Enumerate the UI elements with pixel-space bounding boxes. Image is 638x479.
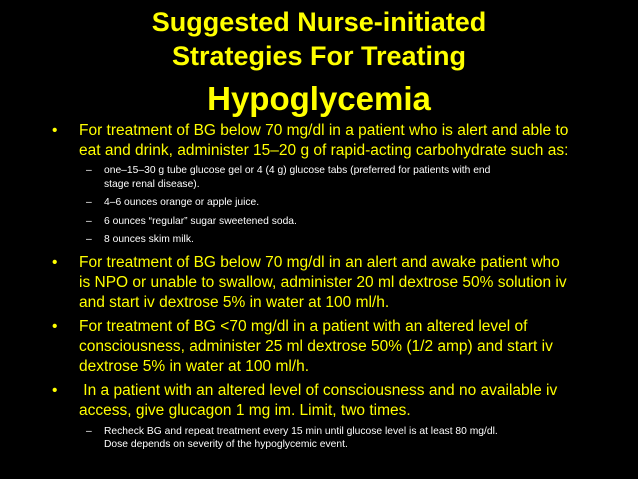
- sub-bullet-soda: [0, 215, 638, 229]
- highlighted-phrase: is NPO or unable to swallow: [79, 273, 272, 291]
- bullet-text-continued: , give glucagon 1 mg im. Limit, two times.: [127, 401, 411, 419]
- bullet-npo-patient: [0, 253, 638, 313]
- bullet-text: For treatment of BG below 70 mg/dl in an alert and awake patient who: [79, 253, 560, 271]
- bullet-text: [79, 273, 614, 293]
- bullet-text: and start iv dextrose 5% in water at 100 ml/h.: [79, 293, 390, 311]
- sub-bullet-text: stage renal disease).: [104, 178, 200, 190]
- slide-body: [0, 121, 638, 452]
- bullet-text: [79, 337, 614, 357]
- bullet-marker: •: [52, 381, 58, 399]
- sub-bullet-text: 6 ounces “regular” sugar sweetened soda.: [104, 215, 297, 227]
- bullet-text: In a patient with an altered level of consciousness and no available iv: [79, 381, 558, 399]
- sub-bullet-text: Recheck BG and repeat treatment every 15 min until glucose level is at least 80 mg/dl.: [104, 425, 498, 437]
- highlighted-phrase: access: [79, 401, 128, 419]
- sub-bullet-recheck: [0, 425, 638, 452]
- bullet-text: dextrose 5% in water at 100 ml/h.: [79, 357, 310, 375]
- bullet-text-continued: , administer 20 ml dextrose 50% solution iv: [271, 273, 567, 291]
- bullet-text: eat and drink, administer 15–20 g of rapid-acting carbohydrate such as:: [79, 142, 569, 159]
- sub-bullet-milk: [0, 233, 638, 247]
- bullet-marker: •: [52, 122, 58, 139]
- bullet-text: [79, 401, 614, 421]
- bullet-alert-patient: [0, 121, 638, 161]
- slide-title-line-2: Strategies For Treating: [171, 41, 467, 71]
- sub-bullet-marker: –: [86, 165, 92, 176]
- sub-bullet-marker: –: [86, 197, 92, 208]
- sub-bullet-glucose-gel: [0, 164, 638, 191]
- bullet-text: For treatment of BG <70 mg/dl in a patient with an altered level of: [79, 317, 528, 335]
- sub-bullet-text: 4–6 ounces orange or apple juice.: [104, 197, 260, 208]
- sub-bullet-text: Dose depends on severity of the hypoglycemic event.: [104, 439, 348, 450]
- sub-bullet-text: 8 ounces skim milk.: [104, 234, 194, 245]
- highlighted-phrase: consciousness: [79, 337, 181, 355]
- bullet-marker: •: [52, 253, 58, 271]
- slide-title-line-1: Suggested Nurse-initiated: [151, 7, 487, 37]
- bullet-text: For treatment of BG below 70 mg/dl in a patient who is alert and able to: [79, 122, 569, 139]
- sub-bullet-juice: [0, 196, 638, 210]
- slide-title-line-3: Hypoglycemia: [207, 80, 431, 117]
- bullet-no-iv-access: [0, 381, 638, 421]
- bullet-altered-consciousness: [0, 317, 638, 377]
- sub-bullet-marker: –: [86, 425, 92, 437]
- sub-bullet-marker: –: [86, 234, 92, 245]
- sub-bullet-text: one–15–30 g tube glucose gel or 4 (4 g) glucose tabs (preferred for patients with end: [104, 165, 491, 176]
- bullet-text-continued: , administer 25 ml dextrose 50% (1/2 amp) and start iv: [180, 337, 553, 355]
- sub-bullet-marker: –: [86, 215, 92, 227]
- bullet-marker: •: [52, 317, 58, 335]
